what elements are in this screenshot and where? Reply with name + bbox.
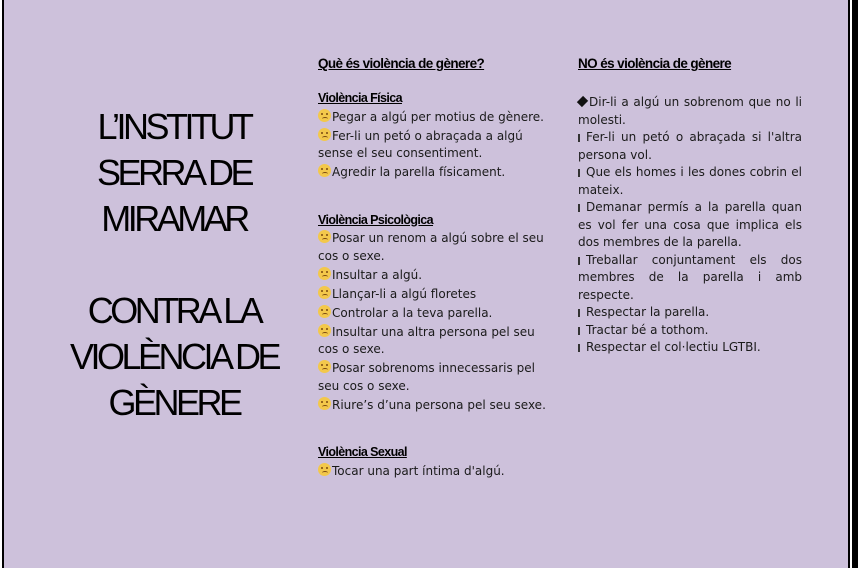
list-item xyxy=(578,129,802,164)
list-item-text: Pegar a algú per motius de gènere. xyxy=(332,109,544,124)
sad-face-emoji-icon xyxy=(318,305,331,318)
list-item-text: Insultar una altra persona pel seu cos o sexe. xyxy=(318,324,535,356)
sad-face-emoji-icon xyxy=(318,128,331,141)
list-item xyxy=(318,286,546,304)
list-item-text: Riure’s d’una persona pel seu sexe. xyxy=(332,397,546,412)
list-item-text: Que els homes i les dones cobrin el mateix. xyxy=(578,165,802,197)
page-title xyxy=(44,104,304,426)
list-item-text: Treballar conjuntament els dos membres de la parella i amb respecte. xyxy=(578,252,802,302)
section-spacer xyxy=(318,414,546,444)
title-line-1: L’INSTITUT xyxy=(97,106,251,147)
psychological-violence-heading: Violència Psicològica xyxy=(318,212,434,227)
list-item-text: Agredir la parella físicament. xyxy=(332,165,506,179)
sexual-violence-heading: Violència Sexual xyxy=(318,445,407,459)
list-item-text: Demanar permís a la parella quan es vol fer una cosa que implica els dos membres de la parella. xyxy=(578,200,802,249)
list-item-text: Tractar bé a tothom. xyxy=(586,322,709,337)
missing-glyph-icon xyxy=(577,96,588,107)
list-item xyxy=(318,267,546,285)
section-spacer xyxy=(578,74,802,94)
page-shadow xyxy=(852,0,858,568)
list-item xyxy=(318,305,546,323)
title-line-3: MIRAMAR xyxy=(101,198,247,239)
what-is-not-column xyxy=(578,54,802,357)
bullet-bar-icon xyxy=(578,169,580,177)
list-item-text: Respectar la parella. xyxy=(586,305,710,319)
list-item-text: Llançar-li a algú floretes xyxy=(332,286,477,301)
list-item-text: Posar un renom a algú sobre el seu cos o sexe. xyxy=(318,231,544,263)
title-line-4: CONTRA LA xyxy=(87,290,261,331)
title-spacer xyxy=(44,242,304,288)
section-spacer xyxy=(318,182,546,212)
bullet-bar-icon xyxy=(578,327,580,335)
list-item xyxy=(578,339,802,357)
sad-face-emoji-icon xyxy=(318,164,331,177)
sad-face-emoji-icon xyxy=(318,360,331,373)
title-line-6: GÈNERE xyxy=(108,382,240,423)
bullet-bar-icon xyxy=(578,204,580,212)
what-is-heading: Què és violència de gènere? xyxy=(318,56,485,71)
physical-violence-heading: Violència Física xyxy=(318,91,402,105)
what-is-column xyxy=(318,54,546,480)
list-item xyxy=(318,109,546,127)
bullet-bar-icon xyxy=(578,257,580,265)
title-line-5: VIOLÈNCIA DE xyxy=(69,336,279,377)
list-item xyxy=(318,164,546,182)
list-item xyxy=(318,397,546,415)
bullet-bar-icon xyxy=(578,309,580,317)
list-item xyxy=(318,128,546,163)
list-item-text: Tocar una part íntima d'algú. xyxy=(332,463,505,478)
list-item-text: Respectar el col·lectiu LGTBI. xyxy=(586,340,761,354)
list-item-text: Fer-li un petó o abraçada si l'altra persona vol. xyxy=(578,130,802,162)
list-item xyxy=(578,199,802,252)
brochure-page xyxy=(2,0,850,568)
section-spacer xyxy=(318,74,546,90)
bullet-bar-icon xyxy=(578,134,580,142)
list-item xyxy=(578,252,802,305)
list-item xyxy=(318,230,546,265)
sad-face-emoji-icon xyxy=(318,267,331,280)
list-item-text: Insultar a algú. xyxy=(332,267,423,282)
list-item-text: Dir-li a algú un sobrenom que no li molesti. xyxy=(578,95,802,127)
sad-face-emoji-icon xyxy=(318,324,331,337)
sad-face-emoji-icon xyxy=(318,463,331,476)
list-item-text: Fer-li un petó o abraçada a algú sense el seu consentiment. xyxy=(318,128,523,160)
list-item xyxy=(578,164,802,199)
list-item xyxy=(578,322,802,340)
list-item-text: Controlar a la teva parella. xyxy=(332,305,493,320)
list-item xyxy=(318,463,546,481)
what-is-not-heading: NO és violència de gènere xyxy=(578,56,732,71)
sad-face-emoji-icon xyxy=(318,230,331,243)
sad-face-emoji-icon xyxy=(318,286,331,299)
title-line-2: SERRA DE xyxy=(96,152,252,193)
bullet-bar-icon xyxy=(578,344,580,352)
list-item-text: Posar sobrenoms innecessaris pel seu cos o sexe. xyxy=(318,361,535,393)
list-item xyxy=(578,94,802,129)
list-item xyxy=(318,324,546,359)
list-item xyxy=(578,304,802,322)
list-item xyxy=(318,360,546,395)
sad-face-emoji-icon xyxy=(318,397,331,410)
sad-face-emoji-icon xyxy=(318,109,331,122)
